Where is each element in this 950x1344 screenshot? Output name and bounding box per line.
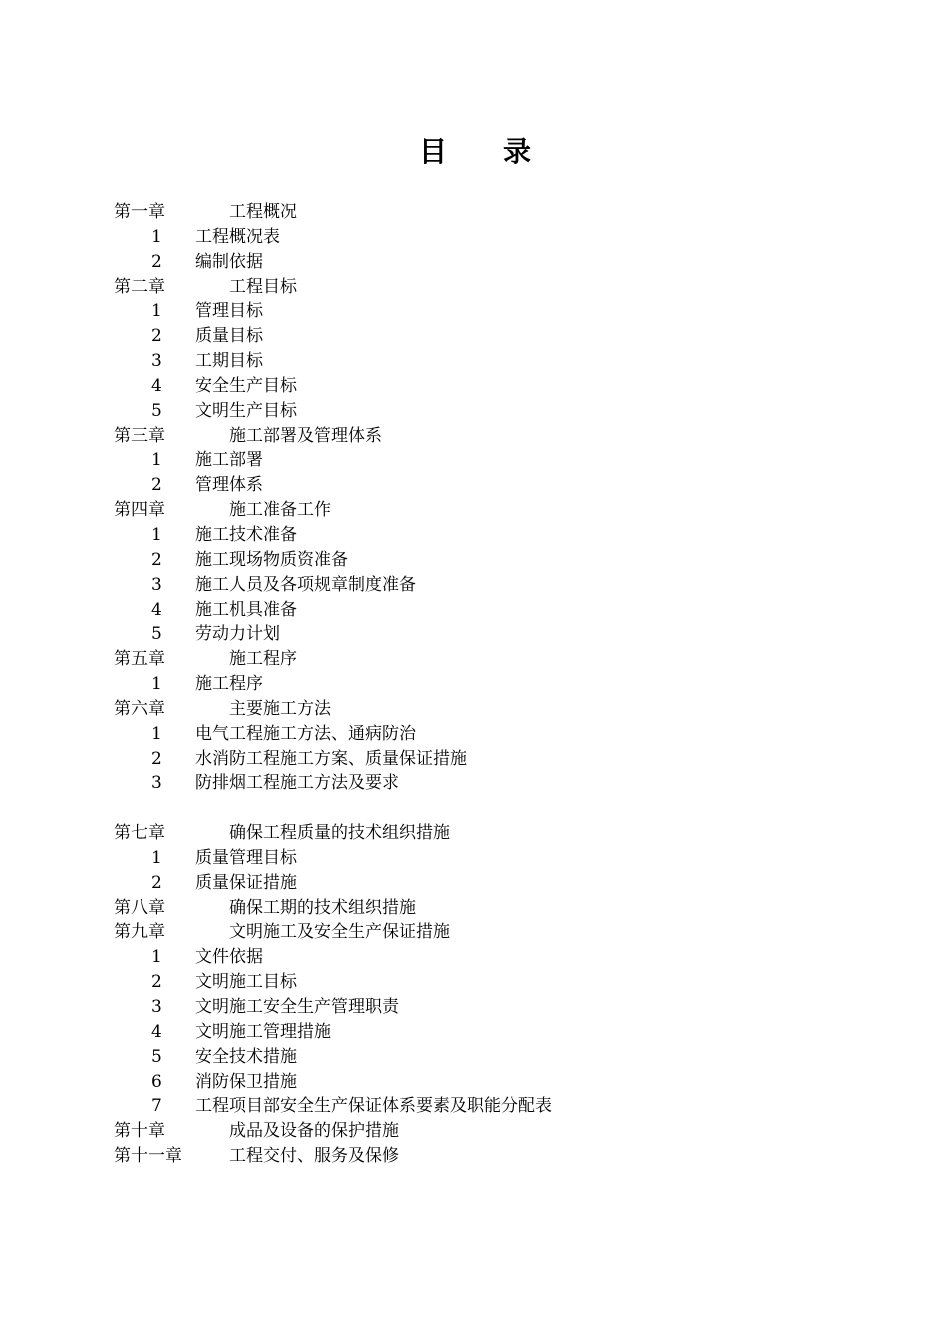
chapter-label: 第一章 [114, 202, 165, 222]
section-title: 文明生产目标 [195, 400, 297, 421]
toc-chapter-row [0, 821, 950, 846]
title-char: 目 [418, 135, 447, 168]
section-number: 5 [151, 1046, 162, 1067]
section-title: 质量目标 [195, 326, 263, 347]
chapter-title: 施工部署及管理体系 [229, 425, 382, 446]
section-number: 1 [151, 847, 162, 868]
section-title: 施工技术准备 [195, 524, 297, 545]
chapter-label: 第二章 [114, 276, 165, 297]
chapter-label: 第十章 [114, 1121, 165, 1142]
section-number: 4 [151, 1021, 162, 1042]
toc-section-row [0, 672, 950, 697]
chapter-title: 成品及设备的保护措施 [229, 1121, 399, 1142]
section-number: 1 [151, 524, 162, 545]
section-number: 2 [151, 972, 162, 993]
toc-chapter-row [0, 920, 950, 945]
toc-chapter-row [0, 1144, 950, 1169]
section-number: 2 [151, 549, 162, 570]
chapter-title: 工程目标 [229, 276, 297, 297]
section-number: 1 [151, 947, 162, 968]
chapter-title: 确保工程质量的技术组织措施 [229, 823, 450, 844]
chapter-title: 工程概况 [229, 202, 297, 222]
section-title: 电气工程施工方法、通病防治 [195, 723, 416, 744]
section-number: 7 [151, 1096, 162, 1117]
section-title: 施工机具准备 [195, 599, 297, 620]
section-number: 1 [151, 674, 162, 695]
chapter-title: 工程交付、服务及保修 [229, 1146, 399, 1167]
toc-section-row [0, 598, 950, 623]
section-number: 3 [151, 574, 162, 595]
toc-section-row [0, 995, 950, 1020]
section-number: 5 [151, 400, 162, 421]
table-of-contents [0, 200, 950, 1169]
toc-section-row [0, 399, 950, 424]
section-number: 5 [151, 624, 162, 645]
section-title: 施工部署 [195, 450, 263, 471]
section-number: 1 [151, 723, 162, 744]
section-title: 文明施工安全生产管理职责 [195, 997, 399, 1017]
section-number: 3 [151, 773, 162, 794]
toc-section-row [0, 225, 950, 250]
toc-section-row [0, 324, 950, 349]
section-number: 1 [151, 450, 162, 471]
toc-section-row [0, 1070, 950, 1095]
section-title: 施工现场物质资准备 [195, 549, 348, 570]
section-title: 劳动力计划 [195, 624, 280, 645]
section-title: 质量管理目标 [195, 847, 297, 868]
section-title: 管理目标 [195, 301, 263, 322]
section-title: 消防保卫措施 [195, 1071, 297, 1092]
toc-section-row [0, 771, 950, 796]
section-title: 水消防工程施工方案、质量保证措施 [195, 748, 467, 769]
toc-section-row [0, 473, 950, 498]
chapter-label: 第六章 [114, 698, 165, 719]
chapter-label: 第十一章 [114, 1146, 182, 1167]
chapter-title: 确保工期的技术组织措施 [229, 897, 416, 918]
section-number: 3 [151, 351, 162, 372]
toc-section-row [0, 523, 950, 548]
toc-section-row [0, 573, 950, 598]
section-number: 2 [151, 326, 162, 347]
section-number: 2 [151, 251, 162, 272]
section-title: 防排烟工程施工方法及要求 [195, 773, 399, 794]
toc-section-row [0, 349, 950, 374]
section-title: 施工程序 [195, 674, 263, 695]
toc-section-row [0, 622, 950, 647]
toc-section-row [0, 970, 950, 995]
toc-section-row [0, 1094, 950, 1119]
section-title: 安全生产目标 [195, 375, 297, 396]
section-number: 4 [151, 375, 162, 396]
toc-section-row [0, 374, 950, 399]
toc-section-row [0, 1045, 950, 1070]
toc-chapter-row [0, 200, 950, 225]
section-title: 工程概况表 [195, 226, 280, 247]
section-title: 工期目标 [195, 351, 263, 372]
toc-section-row [0, 250, 950, 275]
chapter-label: 第八章 [114, 897, 165, 918]
section-title: 施工人员及各项规章制度准备 [195, 574, 416, 595]
toc-chapter-row [0, 697, 950, 722]
section-title: 文明施工管理措施 [195, 1021, 331, 1042]
toc-section-row [0, 1020, 950, 1045]
toc-chapter-row [0, 498, 950, 523]
chapter-label: 第七章 [114, 823, 165, 844]
toc-chapter-row [0, 275, 950, 300]
toc-chapter-row [0, 896, 950, 921]
section-number: 1 [151, 226, 162, 247]
section-title: 文明施工目标 [195, 972, 297, 993]
section-title: 安全技术措施 [195, 1046, 297, 1067]
chapter-title: 主要施工方法 [229, 698, 331, 719]
section-number: 2 [151, 748, 162, 769]
toc-section-row [0, 548, 950, 573]
section-number: 1 [151, 301, 162, 322]
chapter-title: 施工准备工作 [229, 500, 331, 521]
section-number: 3 [151, 997, 162, 1017]
chapter-label: 第九章 [114, 922, 165, 943]
section-number: 2 [151, 475, 162, 496]
page-title [0, 132, 950, 172]
toc-section-row [0, 747, 950, 772]
toc-section-row [0, 448, 950, 473]
toc-section-row [0, 722, 950, 747]
toc-section-row [0, 299, 950, 324]
chapter-title: 施工程序 [229, 649, 297, 670]
section-number: 4 [151, 599, 162, 620]
toc-section-row [0, 846, 950, 871]
section-title: 工程项目部安全生产保证体系要素及职能分配表 [195, 1096, 552, 1117]
toc-chapter-row [0, 424, 950, 449]
chapter-label: 第五章 [114, 649, 165, 670]
toc-section-row [0, 945, 950, 970]
section-title: 文件依据 [195, 947, 263, 968]
toc-spacer [0, 796, 950, 821]
chapter-label: 第四章 [114, 500, 165, 521]
section-number: 6 [151, 1071, 162, 1092]
section-title: 管理体系 [195, 475, 263, 496]
toc-chapter-row [0, 1119, 950, 1144]
section-title: 质量保证措施 [195, 872, 297, 893]
section-title: 编制依据 [195, 251, 263, 272]
chapter-label: 第三章 [114, 425, 165, 446]
chapter-title: 文明施工及安全生产保证措施 [229, 922, 450, 943]
toc-section-row [0, 871, 950, 896]
title-char: 录 [503, 135, 532, 168]
toc-chapter-row [0, 647, 950, 672]
section-number: 2 [151, 872, 162, 893]
